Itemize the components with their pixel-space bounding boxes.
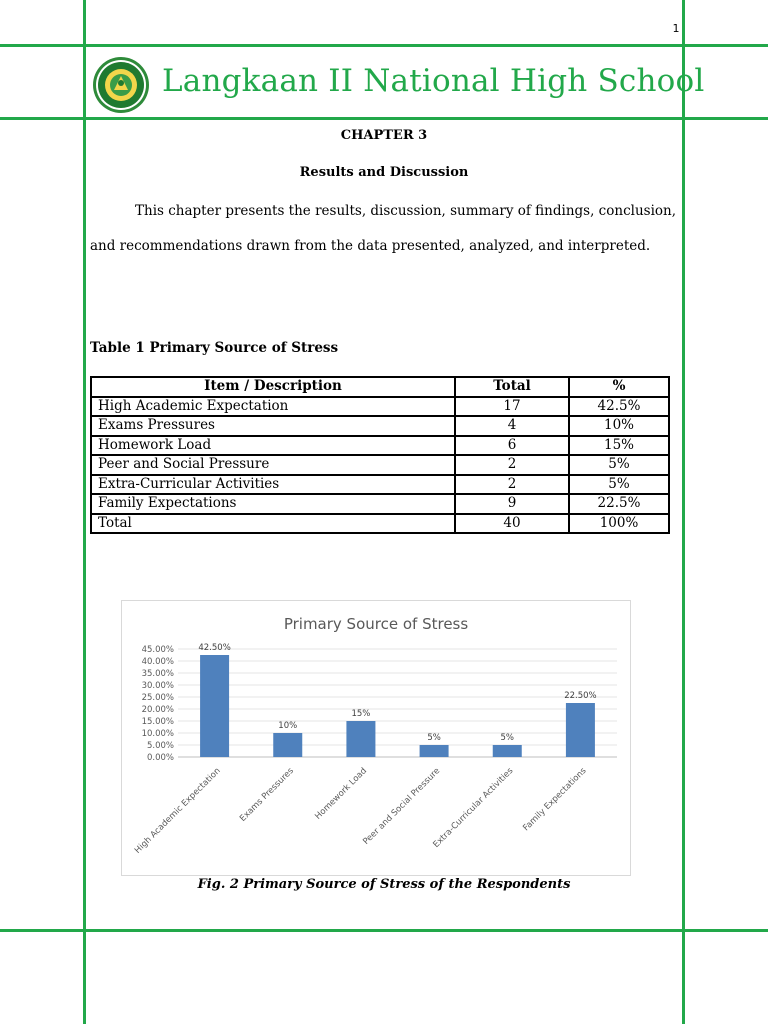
table-cell-percent: 100% — [569, 514, 669, 534]
bar — [420, 745, 449, 757]
y-tick-label: 10.00% — [141, 729, 174, 739]
y-tick-label: 20.00% — [141, 705, 174, 715]
table-row-total — [91, 514, 669, 534]
intro-paragraph: This chapter presents the results, discussion, summary of findings, conclusion, and recommendations drawn from the data presented, analyzed, and interpreted. — [90, 203, 677, 254]
bar — [566, 703, 595, 757]
stress-bar-chart — [121, 600, 631, 876]
bar — [346, 721, 375, 757]
x-tick-label: Extra-Curricular Activities — [431, 766, 516, 850]
border-bottom-line — [0, 929, 768, 932]
intro-text — [90, 194, 676, 264]
x-tick-label: Homework Load — [313, 766, 370, 822]
border-left-line — [83, 0, 86, 1024]
table-cell-item: High Academic Expectation — [91, 397, 455, 417]
bar — [273, 733, 302, 757]
table-cell-item: Peer and Social Pressure — [91, 455, 455, 475]
y-tick-label: 0.00% — [146, 753, 174, 763]
x-tick-label: Peer and Social Pressure — [361, 766, 443, 847]
data-label: 42.50% — [198, 643, 231, 653]
table-title: Table 1 Primary Source of Stress — [90, 340, 339, 356]
data-label: 5% — [500, 733, 514, 743]
table-row — [91, 494, 669, 514]
table-cell-item: Extra-Curricular Activities — [91, 475, 455, 495]
table-cell-item: Exams Pressures — [91, 416, 455, 436]
table-row — [91, 475, 669, 495]
column-header-percent: % — [569, 377, 669, 397]
table-cell-item: Family Expectations — [91, 494, 455, 514]
y-tick-label: 40.00% — [141, 657, 174, 667]
border-top-line — [0, 44, 768, 47]
table-cell-total: 2 — [455, 455, 569, 475]
data-label: 5% — [427, 733, 441, 743]
data-label: 15% — [351, 709, 371, 719]
school-name: Langkaan II National High School — [162, 63, 705, 99]
table-cell-percent: 5% — [569, 475, 669, 495]
bar — [493, 745, 522, 757]
section-heading: Results and Discussion — [299, 165, 469, 180]
x-tick-label: Family Expectations — [521, 766, 589, 834]
chart-canvas — [122, 601, 630, 875]
table-cell-item: Homework Load — [91, 436, 455, 456]
y-tick-label: 45.00% — [141, 645, 174, 655]
table-cell-percent: 42.5% — [569, 397, 669, 417]
table-cell-percent: 10% — [569, 416, 669, 436]
data-label: 10% — [278, 721, 298, 731]
table-row — [91, 436, 669, 456]
table-header-row — [91, 377, 669, 397]
figure-caption: Fig. 2 Primary Source of Stress of the Respondents — [197, 877, 571, 892]
border-header-line — [0, 117, 768, 120]
table-cell-total: 4 — [455, 416, 569, 436]
y-tick-label: 35.00% — [141, 669, 174, 679]
bar — [200, 655, 229, 757]
y-tick-label: 25.00% — [141, 693, 174, 703]
chapter-title: CHAPTER 3 — [340, 128, 428, 143]
stress-source-table — [90, 376, 670, 534]
table-cell-total: 17 — [455, 397, 569, 417]
chart-title: Primary Source of Stress — [283, 615, 469, 633]
table-cell-total: 40 — [455, 514, 569, 534]
border-right-line — [682, 0, 685, 1024]
page-number: 1 — [672, 22, 680, 35]
table-cell-total: 9 — [455, 494, 569, 514]
y-tick-label: 5.00% — [146, 741, 174, 751]
table-cell-total: 2 — [455, 475, 569, 495]
table-cell-item: Total — [91, 514, 455, 534]
y-tick-label: 15.00% — [141, 717, 174, 727]
table-cell-percent: 5% — [569, 455, 669, 475]
table-row — [91, 397, 669, 417]
table-cell-total: 6 — [455, 436, 569, 456]
table-row — [91, 416, 669, 436]
school-seal-icon — [92, 56, 150, 114]
column-header-item: Item / Description — [91, 377, 455, 397]
x-tick-label: Exams Pressures — [238, 766, 296, 824]
table-cell-percent: 22.5% — [569, 494, 669, 514]
x-tick-label: High Academic Expectation — [132, 766, 223, 856]
table-cell-percent: 15% — [569, 436, 669, 456]
column-header-total: Total — [455, 377, 569, 397]
data-label: 22.50% — [564, 691, 597, 701]
y-tick-label: 30.00% — [141, 681, 174, 691]
table-row — [91, 455, 669, 475]
